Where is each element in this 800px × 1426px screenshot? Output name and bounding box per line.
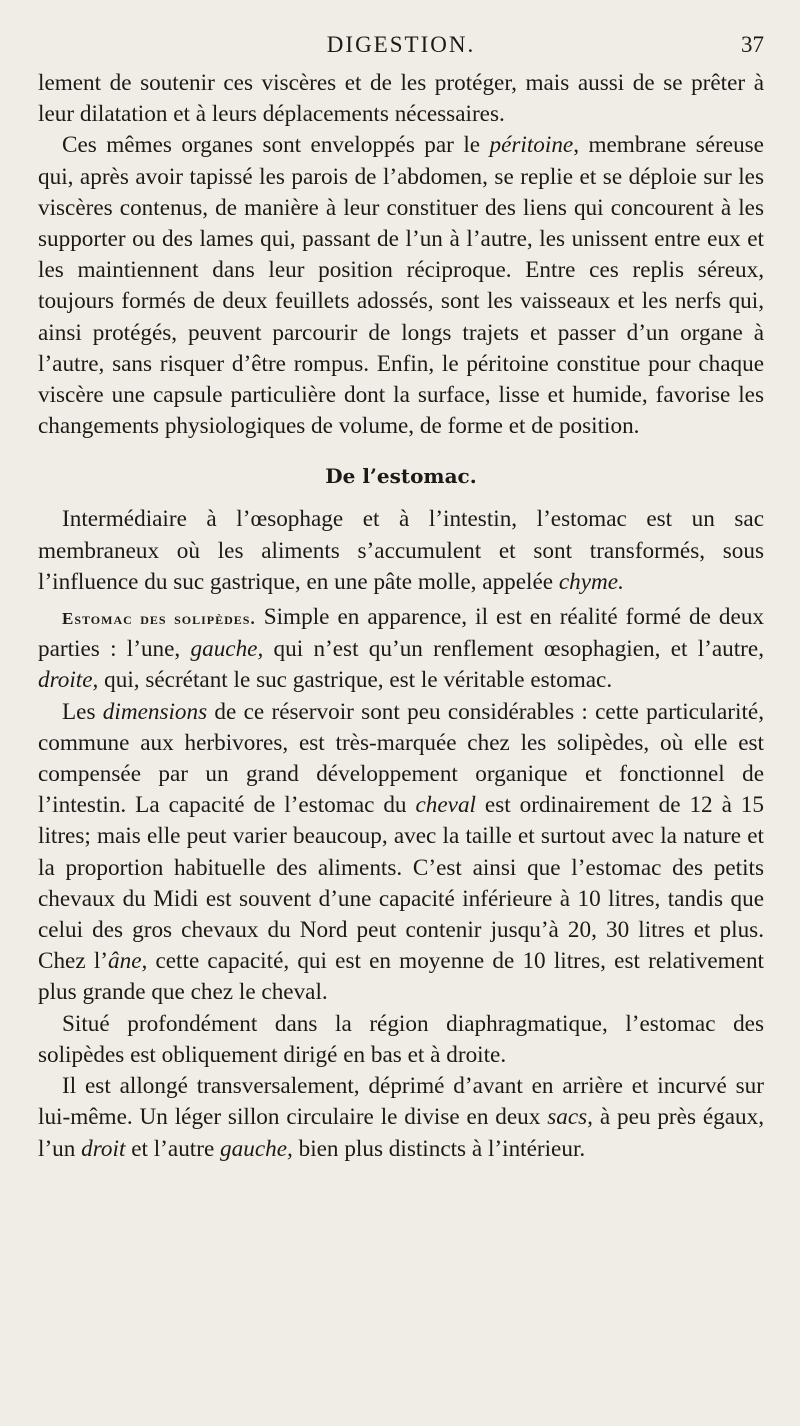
italic-term: gauche, bbox=[190, 636, 264, 663]
section-heading: De l’estomac. bbox=[325, 464, 477, 489]
italic-term: âne, bbox=[108, 948, 148, 975]
paragraph-1 bbox=[38, 68, 764, 130]
paragraph-solipedes bbox=[38, 602, 764, 697]
italic-term: cheval bbox=[415, 792, 476, 819]
text-run: Les bbox=[62, 698, 103, 725]
paragraph-forme bbox=[38, 1071, 764, 1165]
italic-term: péritoine bbox=[489, 132, 574, 159]
text-run: de ce réservoir sont peu considérables : cette particularité, commune aux herbivores, est très-marquée chez les solipèdes, où elle est compensée par un grand développement organique et fonctionnel de l’intestin. La capacité de l’estomac du bbox=[38, 698, 764, 819]
text-run: , membrane séreuse qui, après avoir tapissé les parois de l’abdomen, se replie et se déploie sur les viscères contenus, de manière à leur constituer des liens qui concourent à les supporter ou des lames qui, passant de l’un à l’autre, les unissent entre eux et les maintiennent dans leur position réciproque. Entre ces replis séreux, toujours formés de deux feuillets adossés, sont les vaisseaux et les nerfs qui, ainsi protégés, peuvent parcourir de longs trajets et passer d’un organe à l’autre, sans risquer d’être rompus. Enfin, le péritoine constitue pour chaque viscère une capsule particulière dont la surface, lisse et humide, favorise les changements physiologiques de volume, de forme et de position. bbox=[38, 132, 764, 440]
paragraph-peritoine bbox=[38, 130, 764, 442]
paragraph-1-text: lement de soutenir ces viscères et de les protéger, mais aussi de se prêter à leur dilatation et à leurs déplacements nécessaires. bbox=[38, 70, 764, 128]
text-run: à peu près égaux, l’un bbox=[38, 1104, 764, 1162]
text-run: et l’autre bbox=[125, 1135, 221, 1162]
text-run: Intermédiaire à l’œsophage et à l’intestin, l’estomac est un sac membraneux où les aliments s’accumulent et sont transformés, sous l’influence du suc gastrique, en une pâte molle, appelée bbox=[38, 506, 764, 595]
italic-term: dimensions bbox=[102, 698, 208, 725]
italic-term: gauche, bbox=[220, 1135, 293, 1162]
text-run: Ces mêmes organes sont enveloppés par le bbox=[62, 132, 490, 159]
text-run: bien plus distincts à l’intérieur. bbox=[292, 1135, 586, 1162]
italic-term: chyme. bbox=[558, 568, 624, 595]
page-body bbox=[38, 68, 764, 1165]
paragraph-estomac-intro bbox=[38, 504, 764, 598]
text-run: qui, sécrétant le suc gastrique, est le véritable estomac. bbox=[98, 667, 613, 694]
italic-term: droite, bbox=[38, 667, 99, 694]
running-header bbox=[38, 24, 764, 68]
page-number: 37 bbox=[741, 32, 764, 57]
run-in-heading: Estomac des solipèdes. bbox=[62, 609, 256, 629]
text-run: cette capacité, qui est en moyenne de 10 litres, est relativement plus grande que chez le cheval. bbox=[38, 948, 764, 1006]
chapter-title: DIGESTION. bbox=[326, 32, 476, 57]
text-run: Simple en apparence, il est en réalité formé de deux parties : l’une, bbox=[38, 604, 765, 663]
italic-term: sacs, bbox=[547, 1104, 593, 1131]
text-run: Il est allongé transversalement, déprimé d’avant en arrière et incurvé sur lui-même. Un léger sillon circulaire le divise en deux bbox=[38, 1073, 764, 1131]
text-run: est ordinairement de 12 à 15 litres; mais elle peut varier beaucoup, avec la taille et surtout avec la nature et la proportion habituelle des aliments. C’est ainsi que l’estomac des petits chevaux du Midi est souvent d’une capacité inférieure à 10 litres, tandis que celui des gros chevaux du Nord peut contenir jusqu’à 20, 30 litres et plus. Chez l’ bbox=[38, 792, 764, 975]
paragraph-dimensions bbox=[38, 697, 764, 1009]
paragraph-situation bbox=[38, 1009, 764, 1071]
paragraph-situation-text: Situé profondément dans la région diaphragmatique, l’estomac des solipèdes est obliquement dirigé en bas et à droite. bbox=[38, 1010, 764, 1068]
italic-term: droit bbox=[81, 1135, 126, 1162]
text-run: qui n’est qu’un renflement œsophagien, et l’autre, bbox=[263, 636, 764, 663]
